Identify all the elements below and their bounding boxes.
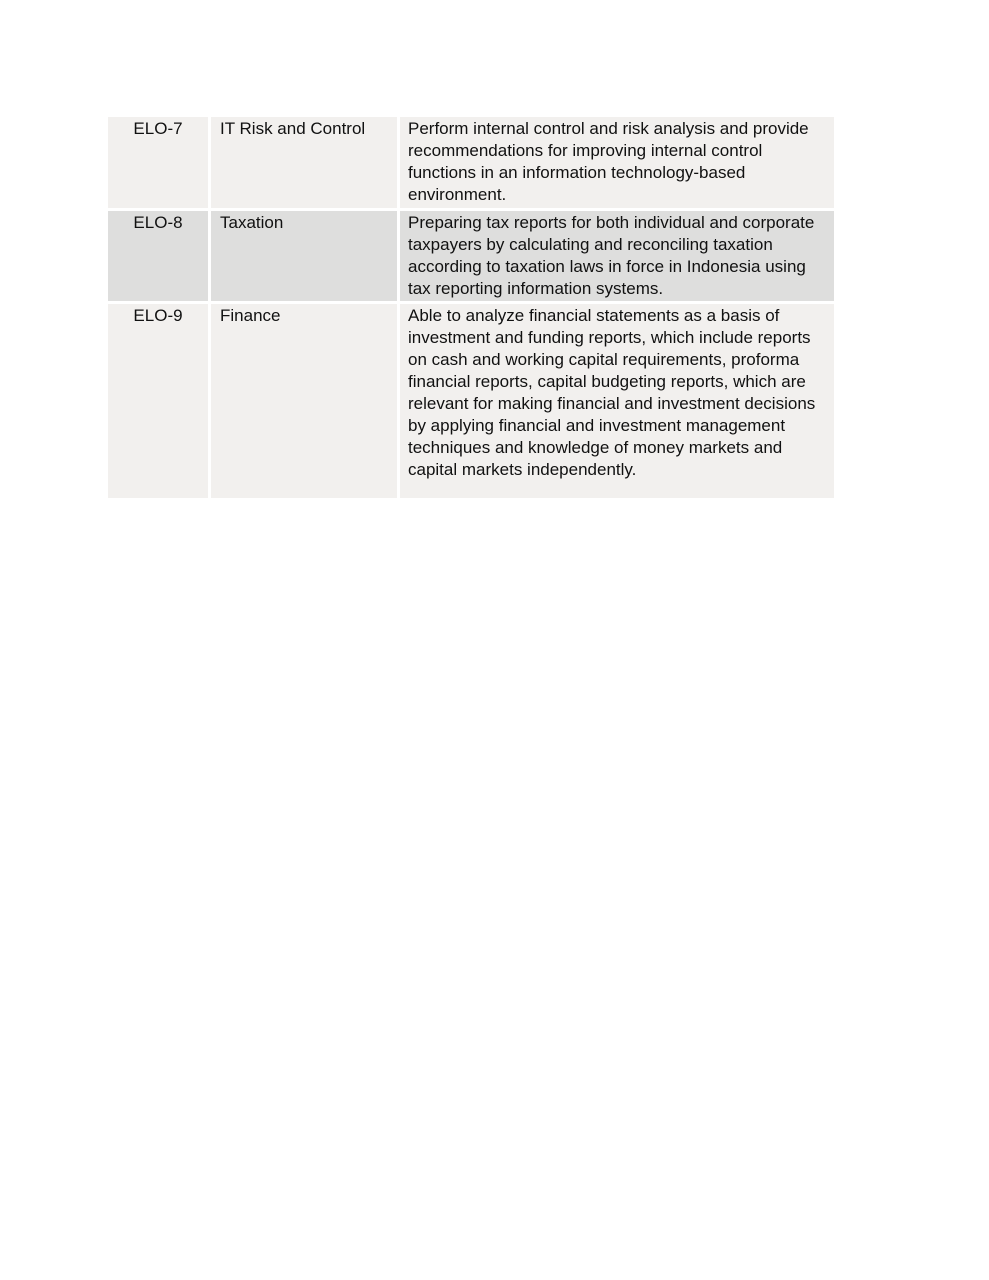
outcome-code-cell: ELO-8 [108, 211, 208, 301]
outcome-description-cell: Able to analyze financial statements as a basis of investment and funding reports, which include reports on cash and working capital requirements, proforma financial reports, capital budgeting reports, which are relevant for making financial and investment decisions by applying financial and investment management techniques and knowledge of money markets and capital markets independently. [400, 304, 834, 498]
learning-outcomes-table [108, 117, 834, 498]
outcome-description-cell: Perform internal control and risk analysis and provide recommendations for improving internal control functions in an information technology-based environment. [400, 117, 834, 208]
outcome-area-cell: Taxation [211, 211, 397, 301]
outcome-code-cell: ELO-7 [108, 117, 208, 208]
table-row [108, 117, 834, 208]
outcome-description-cell: Preparing tax reports for both individual and corporate taxpayers by calculating and reconciling taxation according to taxation laws in force in Indonesia using tax reporting information systems. [400, 211, 834, 301]
outcome-area-cell: IT Risk and Control [211, 117, 397, 208]
table-row [108, 304, 834, 498]
outcome-area-cell: Finance [211, 304, 397, 498]
outcome-code-cell: ELO-9 [108, 304, 208, 498]
table-row [108, 211, 834, 301]
